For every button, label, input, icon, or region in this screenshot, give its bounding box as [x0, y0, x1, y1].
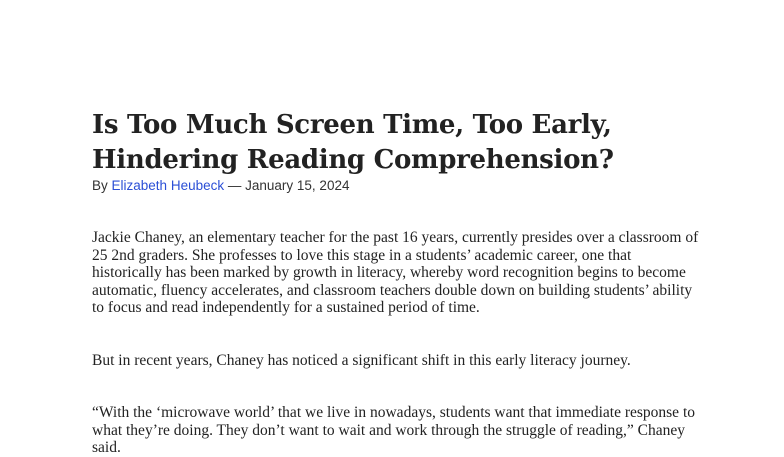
author-link[interactable]: Elizabeth Heubeck — [111, 178, 225, 193]
article-byline — [92, 178, 702, 194]
byline-separator: — — [227, 178, 242, 193]
paragraph: Jackie Chaney, an elementary teacher for the past 16 years, currently presides over a classroom of 25 2nd graders. She professes to love this stage in a students’ academic career, one that historically has been marked by growth in literacy, whereby word recognition begins to become automatic, fluency accelerates, and classroom teachers double down on building students’ ability to focus and read independently for a sustained period of time. — [92, 229, 699, 316]
article — [92, 108, 702, 457]
paragraph: “With the ‘microwave world’ that we live in nowadays, students want that immediate response to what they’re doing. They don’t want to wait and work through the struggle of reading,” Chaney said. — [92, 404, 695, 456]
byline-prefix: By — [92, 178, 108, 193]
article-title: Is Too Much Screen Time, Too Early, Hindering Reading Comprehension? — [92, 110, 614, 175]
paragraph: But in recent years, Chaney has noticed a significant shift in this early literacy journey. — [92, 351, 631, 369]
publish-date: January 15, 2024 — [245, 178, 350, 193]
